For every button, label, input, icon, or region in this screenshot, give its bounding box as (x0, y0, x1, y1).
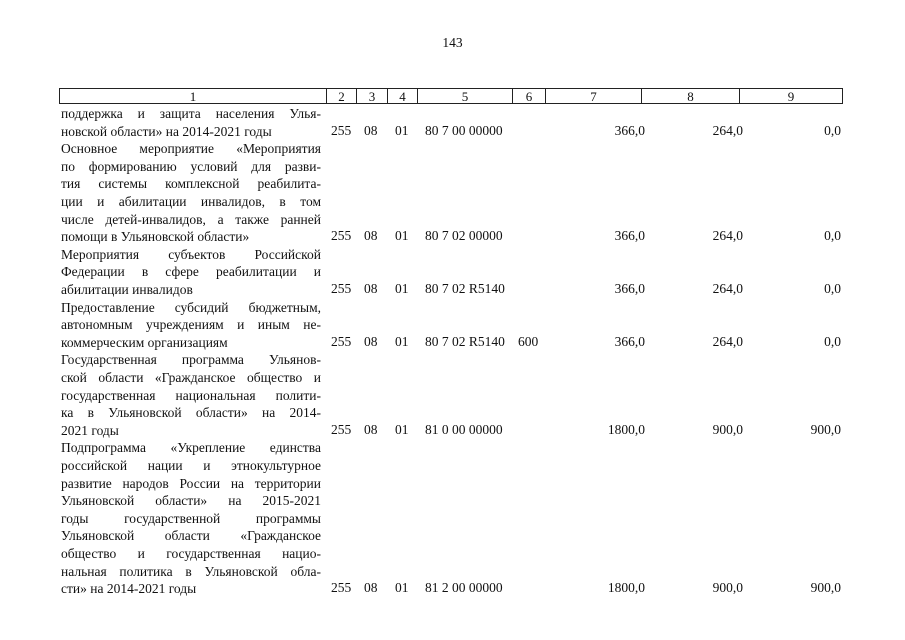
header-col-5: 5 (418, 89, 513, 104)
cell-col-3: 08 (364, 421, 378, 437)
row-description (61, 439, 321, 597)
row-description (61, 299, 321, 352)
description-line: ции и абилитации инвалидов, в том (61, 193, 321, 209)
header-col-2: 2 (327, 89, 357, 104)
cell-col-5: 80 7 02 R5140 (425, 280, 505, 296)
description-line: абилитации инвалидов (61, 281, 193, 297)
cell-col-7: 366,0 (614, 228, 645, 244)
cell-col-9: 0,0 (824, 280, 841, 296)
cell-col-8: 264,0 (712, 280, 743, 296)
cell-col-7: 1800,0 (607, 421, 645, 437)
description-line: автономным учреждениям и иным не- (61, 317, 321, 333)
description-line: сти» на 2014-2021 годы (61, 581, 197, 597)
description-line: Мероприятия субъектов Российской (61, 246, 321, 262)
description-line: Ульяновской области» на 2015-2021 (61, 493, 321, 509)
cell-col-4: 01 (395, 122, 409, 138)
description-line: 2021 годы (61, 422, 119, 438)
cell-col-7: 1800,0 (607, 580, 645, 596)
cell-col-9: 900,0 (810, 580, 841, 596)
description-line: развитие народов России на территории (61, 475, 321, 491)
description-line: Основное мероприятие «Мероприятия (61, 141, 321, 157)
cell-col-2: 255 (331, 580, 352, 596)
cell-col-2: 255 (331, 421, 352, 437)
header-col-9: 9 (740, 89, 843, 104)
cell-col-5: 80 7 02 R5140 (425, 333, 505, 349)
cell-col-7: 366,0 (614, 280, 645, 296)
row-description (61, 246, 321, 299)
cell-col-2: 255 (331, 122, 352, 138)
description-line: помощи в Ульяновской области» (61, 229, 250, 245)
description-line: государственная национальная полити- (61, 387, 321, 403)
cell-col-9: 0,0 (824, 122, 841, 138)
cell-col-9: 900,0 (810, 421, 841, 437)
description-line: числе детей-инвалидов, а также ранней (61, 211, 321, 227)
description-line: российской нации и этнокультурное (61, 457, 321, 473)
cell-col-7: 366,0 (614, 122, 645, 138)
header-col-6: 6 (513, 89, 546, 104)
description-line: годы государственной программы (61, 510, 321, 526)
cell-col-2: 255 (331, 228, 352, 244)
cell-col-3: 08 (364, 333, 378, 349)
cell-col-2: 255 (331, 333, 352, 349)
description-line: Ульяновской области «Гражданское (61, 528, 321, 544)
cell-col-4: 01 (395, 421, 409, 437)
header-col-8: 8 (642, 89, 740, 104)
description-line: поддержка и защита населения Улья- (61, 106, 321, 121)
cell-col-5: 80 7 00 00000 (425, 122, 503, 138)
cell-col-8: 264,0 (712, 122, 743, 138)
cell-col-3: 08 (364, 122, 378, 138)
row-description (61, 351, 321, 439)
description-line: по формированию условий для разви- (61, 158, 321, 174)
column-header-table (59, 88, 843, 104)
cell-col-4: 01 (395, 228, 409, 244)
description-line: ка в Ульяновской области» на 2014- (61, 405, 321, 421)
header-col-4: 4 (388, 89, 418, 104)
cell-col-3: 08 (364, 228, 378, 244)
description-line: новской области» на 2014-2021 годы (61, 123, 272, 139)
description-line: Государственная программа Ульянов- (61, 352, 321, 368)
description-line: общество и государственная нацио- (61, 545, 321, 561)
cell-col-2: 255 (331, 280, 352, 296)
row-description (61, 105, 321, 140)
cell-col-9: 0,0 (824, 333, 841, 349)
cell-col-3: 08 (364, 580, 378, 596)
cell-col-9: 0,0 (824, 228, 841, 244)
header-col-7: 7 (546, 89, 642, 104)
cell-col-5: 81 2 00 00000 (425, 580, 503, 596)
cell-col-8: 264,0 (712, 228, 743, 244)
cell-col-6: 600 (518, 333, 539, 349)
description-line: ской области «Гражданское общество и (61, 369, 321, 385)
cell-col-8: 900,0 (712, 580, 743, 596)
page-number: 143 (442, 35, 463, 50)
description-line: Федерации в сфере реабилитации и (61, 264, 321, 280)
cell-col-7: 366,0 (614, 333, 645, 349)
header-col-3: 3 (357, 89, 388, 104)
description-line: Подпрограмма «Укрепление единства (61, 440, 321, 456)
cell-col-4: 01 (395, 280, 409, 296)
description-line: коммерческим организациям (61, 334, 228, 350)
cell-col-3: 08 (364, 280, 378, 296)
cell-col-5: 80 7 02 00000 (425, 228, 503, 244)
cell-col-8: 900,0 (712, 421, 743, 437)
cell-col-8: 264,0 (712, 333, 743, 349)
cell-col-4: 01 (395, 333, 409, 349)
description-line: Предоставление субсидий бюджетным, (61, 299, 321, 315)
cell-col-5: 81 0 00 00000 (425, 421, 503, 437)
description-line: нальная политика в Ульяновской обла- (61, 563, 321, 579)
cell-col-4: 01 (395, 580, 409, 596)
description-line: тия системы комплексной реабилита- (61, 176, 321, 192)
header-col-1: 1 (60, 89, 327, 104)
row-description (61, 140, 321, 246)
